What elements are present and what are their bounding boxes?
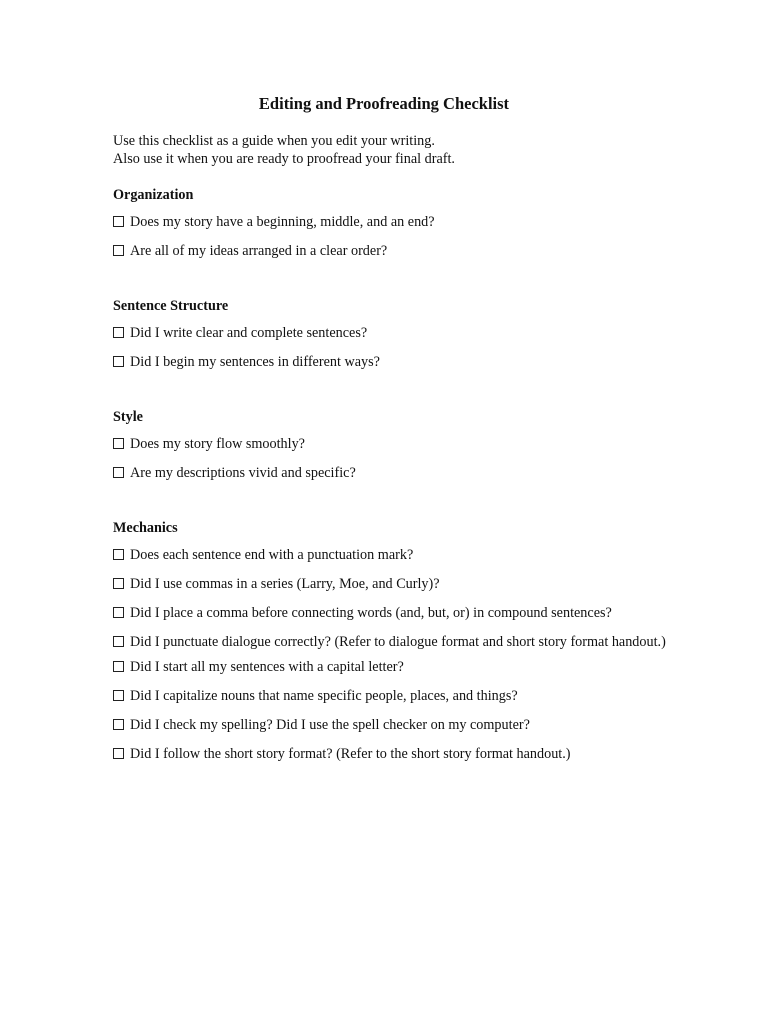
intro-line: Also use it when you are ready to proofread your final draft. [113, 151, 455, 167]
checkbox[interactable] [113, 607, 124, 618]
intro-paragraph [113, 132, 713, 168]
checkbox[interactable] [113, 661, 124, 672]
checklist-item [113, 434, 733, 454]
checklist-item [113, 545, 733, 565]
checklist-item [113, 352, 733, 372]
checklist-item-text: Are my descriptions vivid and specific? [130, 465, 356, 481]
section-heading: Organization [113, 187, 194, 203]
document-title: Editing and Proofreading Checklist [258, 94, 510, 113]
checklist-item-text: Did I start all my sentences with a capital letter? [130, 659, 404, 675]
checkbox[interactable] [113, 245, 124, 256]
checkbox[interactable] [113, 438, 124, 449]
checklist-item [113, 628, 733, 656]
checkbox[interactable] [113, 549, 124, 560]
checklist-item [113, 744, 733, 764]
checklist-item-text: Does my story flow smoothly? [130, 436, 305, 452]
section-mechanics [113, 518, 733, 773]
checklist-item-text: Did I follow the short story format? (Refer to the short story format handout.) [130, 746, 571, 762]
checklist-item-text: Are all of my ideas arranged in a clear order? [130, 243, 388, 259]
checkbox[interactable] [113, 467, 124, 478]
section-style [113, 407, 733, 492]
checklist-item-text: Does my story have a beginning, middle, and an end? [130, 214, 435, 230]
checkbox[interactable] [113, 216, 124, 227]
checklist-item [113, 603, 733, 623]
checklist-item [113, 463, 733, 483]
checklist-item [113, 686, 733, 706]
checkbox[interactable] [113, 690, 124, 701]
checkbox[interactable] [113, 636, 124, 647]
checkbox[interactable] [113, 578, 124, 589]
checklist-item-text: Did I write clear and complete sentences? [130, 325, 368, 341]
section-organization [113, 185, 733, 270]
checklist-item [113, 212, 733, 232]
checkbox[interactable] [113, 719, 124, 730]
section-heading: Style [113, 409, 143, 425]
section-heading: Sentence Structure [113, 298, 229, 314]
checklist-item-text: Did I check my spelling? Did I use the spell checker on my computer? [130, 717, 530, 733]
checklist-item-text: Did I begin my sentences in different ways? [130, 354, 380, 370]
checkbox[interactable] [113, 356, 124, 367]
checklist-item [113, 241, 733, 261]
section-sentence-structure [113, 296, 733, 381]
checklist-item-text: Did I use commas in a series (Larry, Moe, and Curly)? [130, 576, 440, 592]
checklist-item [113, 323, 733, 343]
checklist-item-text: Did I place a comma before connecting words (and, but, or) in compound sentences? [130, 605, 612, 621]
checklist-item-text: Did I capitalize nouns that name specific people, places, and things? [130, 688, 518, 704]
checklist-item [113, 715, 733, 735]
checklist-item [113, 657, 733, 677]
checklist-item [113, 574, 733, 594]
intro-line: Use this checklist as a guide when you edit your writing. [113, 133, 435, 149]
checkbox[interactable] [113, 748, 124, 759]
checkbox[interactable] [113, 327, 124, 338]
checklist-item-text: Did I punctuate dialogue correctly? (Refer to dialogue format and short story format handout.) [130, 634, 666, 650]
section-heading: Mechanics [113, 520, 178, 536]
checklist-item-text: Does each sentence end with a punctuation mark? [130, 547, 414, 563]
